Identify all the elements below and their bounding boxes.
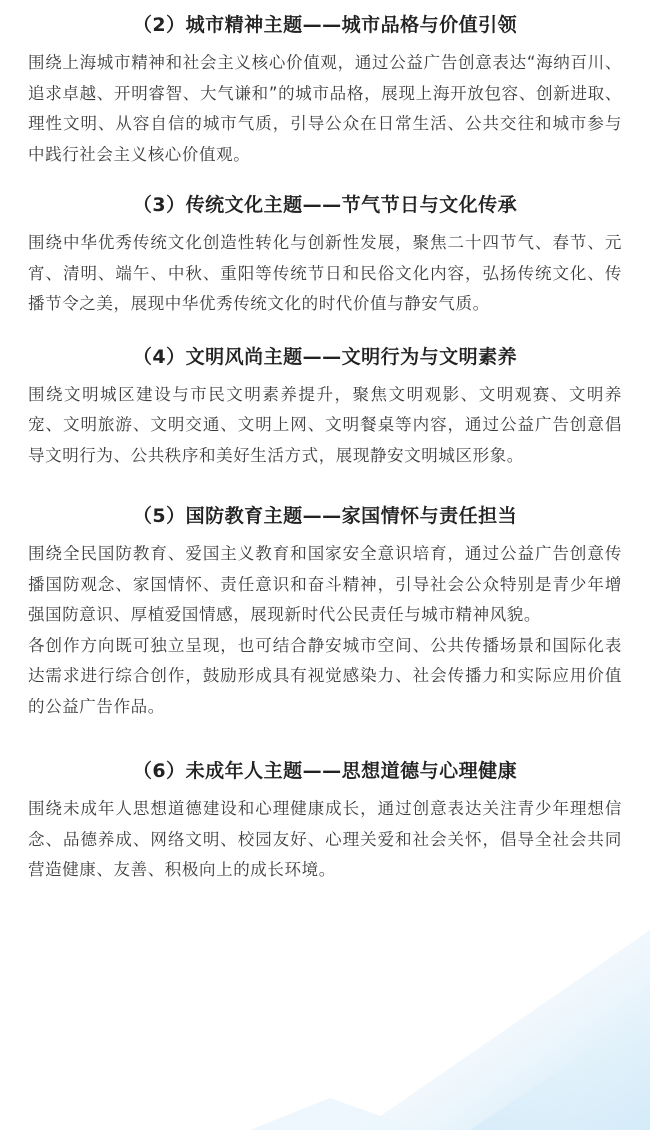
section-paragraph: 围绕未成年人思想道德建设和心理健康成长，通过创意表达关注青少年理想信念、品德养成、网络文明、校园友好、心理关爱和社会关怀，倡导全社会共同营造健康、友善、积极向上的成长环境。: [28, 799, 622, 879]
section-heading: （2）城市精神主题——城市品格与价值引领: [132, 14, 518, 36]
section-heading: （5）国防教育主题——家国情怀与责任担当: [132, 505, 518, 527]
section-traditional-culture: [28, 190, 622, 320]
section-heading: （6）未成年人主题——思想道德与心理健康: [132, 760, 518, 782]
section-national-defense: [28, 501, 622, 722]
section-minors: [28, 756, 622, 886]
section-heading: （4）文明风尚主题——文明行为与文明素养: [132, 345, 518, 368]
section-paragraph: 各创作方向既可独立呈现，也可结合静安城市空间、公共传播场景和国际化表达需求进行综合创作，鼓励形成具有视觉感染力、社会传播力和实际应用价值的公益广告作品。: [28, 635, 622, 716]
section-paragraph: 围绕全民国防教育、爱国主义教育和国家安全意识培育，通过公益广告创意传播国防观念、家国情怀、责任意识和奋斗精神，引导社会公众特别是青少年增强国防意识、厚植爱国情感，展现新时代公民责任与城市精神风貌。: [28, 544, 622, 624]
section-civilized-customs: [28, 342, 622, 472]
section-city-spirit: [28, 10, 622, 170]
section-heading: （3）传统文化主题——节气节日与文化传承: [132, 194, 518, 216]
section-paragraph: 围绕文明城区建设与市民文明素养提升，聚焦文明观影、文明观赛、文明养宠、文明旅游、文明交通、文明上网、文明餐桌等内容，通过公益广告创意倡导文明行为、公共秩序和美好生活方式，展现静安文明城区形象。: [28, 384, 622, 465]
section-paragraph: 围绕上海城市精神和社会主义核心价值观，通过公益广告创意表达“海纳百川、追求卓越、开明睿智、大气谦和”的城市品格，展现上海开放包容、创新进取、理性文明、从容自信的城市气质，引导公众在日常生活、公共交往和城市参与中践行社会主义核心价值观。: [28, 53, 622, 164]
section-paragraph: 围绕中华优秀传统文化创造性转化与创新性发展，聚焦二十四节气、春节、元宵、清明、端午、中秋、重阳等传统节日和民俗文化内容，弘扬传统文化、传播节令之美，展现中华优秀传统文化的时代价值与静安气质。: [28, 233, 622, 313]
